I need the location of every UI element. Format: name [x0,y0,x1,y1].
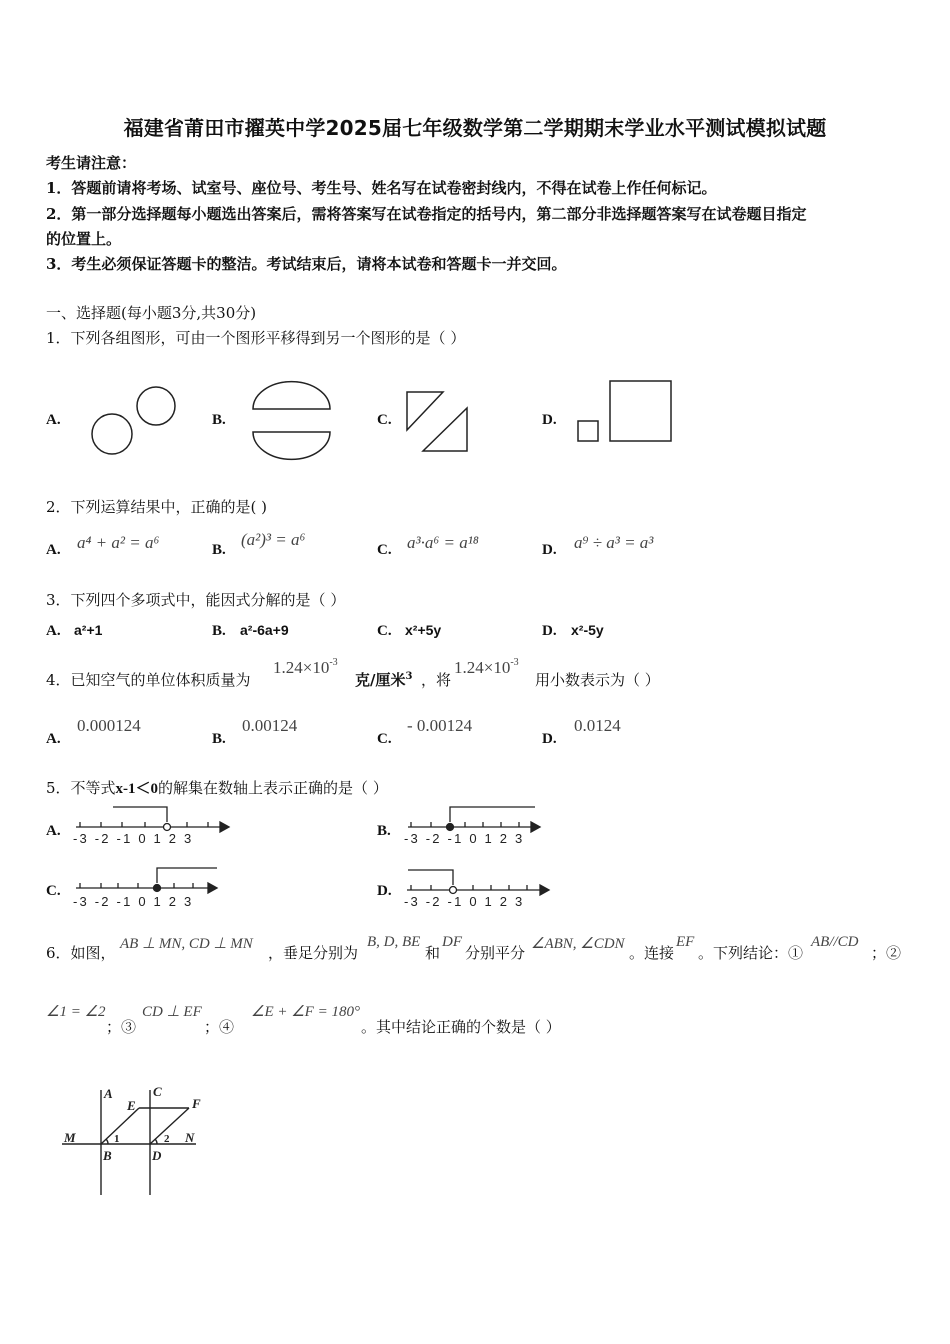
q5-option-d-label: D. [377,883,392,899]
q6-stem-f: 。下列结论：① [698,944,804,962]
q6-math-1: AB ⊥ MN, CD ⊥ MN [120,936,253,952]
q6-math-4: ∠ABN, ∠CDN [531,936,625,952]
q2-option-a-label: A. [46,542,61,558]
notice-item-3: 3．考生必须保证答题卡的整洁。考试结束后，请将本试卷和答题卡一并交回。 [46,255,567,273]
tick-labels-a: -3 -2 -1 0 1 2 3 [73,831,194,846]
notice-item-1: 1．答题前请将考场、试室号、座位号、考生号、姓名写在试卷密封线内，不得在试卷上作任何标记。 [46,179,717,197]
tick-labels-d: -3 -2 -1 0 1 2 3 [404,894,525,909]
q6-line2-math-3: ∠E + ∠F = 180° [251,1004,360,1020]
q4-option-d-label: D. [542,731,557,747]
q6-math-6: AB//CD [811,934,859,950]
q5-option-c-label: C. [46,883,61,899]
label-d: D [152,1148,162,1163]
q6-stem-d: 分别平分 [465,944,526,962]
q4-stem-mid: ，将 [421,671,452,689]
q6-stem-a: 6．如图， [46,944,116,962]
q4-unit: 克/厘米$^3$ [355,671,413,689]
segment-be [101,1108,139,1144]
label-n: N [185,1130,195,1145]
q6-line2-sep-1: ；③ [106,1018,137,1036]
q4-expr-1: $1.24\times 10^{-3}$ [273,657,338,677]
q5-stem-pre: 5．不等式 [46,779,116,797]
label-angle-1: 1 [114,1133,120,1145]
page-title: 福建省莆田市擢英中学2025届七年级数学第二学期期末学业水平测试模拟试题 [123,116,827,140]
label-e: E [127,1098,136,1113]
q4-expr-2: $1.24\times 10^{-3}$ [454,657,519,677]
q1-option-c-label: C. [377,412,392,428]
q1-option-b-label: B. [212,412,226,428]
q3-option-d-label: D. [542,623,557,639]
q2-option-a: a⁴ + a² = a⁶ [77,533,160,552]
q4-option-a: 0.000124 [77,716,141,735]
q4-option-b: 0.00124 [242,716,298,735]
tick-labels-b: -3 -2 -1 0 1 2 3 [404,831,525,846]
q4-option-d: 0.0124 [574,716,621,735]
q2-option-b-label: B. [212,542,226,558]
q4-option-b-label: B. [212,731,226,747]
q6-line2-math-2: CD ⊥ EF [142,1004,202,1020]
q3-option-b-label: B. [212,623,226,639]
q4-option-a-label: A. [46,731,61,747]
q6-math-5: EF [676,934,695,950]
q3-option-b: a²-6a+9 [240,622,289,638]
label-b: B [103,1148,112,1163]
q3-option-a-label: A. [46,623,61,639]
q1-option-d-label: D. [542,412,557,428]
label-angle-2: 2 [164,1133,170,1145]
q3-option-c-label: C. [377,623,392,639]
q1-stem: 1．下列各组图形，可由一个图形平移得到另一个图形的是（ ） [46,329,466,347]
q2-stem: 2．下列运算结果中，正确的是( ) [46,498,268,516]
q3-option-c: x²+5y [405,622,442,638]
label-c: C [153,1084,162,1099]
q1-option-a-label: A. [46,412,61,428]
q6-stem-b: ，垂足分别为 [268,944,359,962]
q5-option-a-label: A. [46,823,61,839]
q5-inequality: x-1＜0 [115,781,159,797]
notice-item-2-line-2: 的位置上。 [46,230,122,248]
q6-stem-e: 。连接 [629,944,675,962]
tick-labels-c: -3 -2 -1 0 1 2 3 [73,894,194,909]
q3-option-d: x²-5y [571,622,604,638]
q2-option-c: a³·a⁶ = a¹⁸ [407,533,479,552]
q2-option-c-label: C. [377,542,392,558]
q3-option-a: a²+1 [74,622,103,638]
q6-line2-math-1: ∠1 = ∠2 [46,1004,106,1020]
angle-2-arc [155,1139,157,1144]
q6-line2-sep-2: ；④ [204,1018,235,1036]
q5-stem-post: 的解集在数轴上表示正确的是（ ） [158,779,388,797]
q4-stem-pre: 4．已知空气的单位体积质量为 [46,671,251,689]
q6-stem-g: ；② [871,944,902,962]
label-m: M [64,1130,76,1145]
notice-heading: 考生请注意： [46,154,137,172]
q6-stem-c: 和 [425,944,441,962]
q4-option-c: - 0.00124 [407,716,473,735]
q6-math-2: B, D, BE [367,934,421,950]
section-heading: 一、选择题(每小题3分,共30分) [46,304,257,322]
q2-option-d: a⁹ ÷ a³ = a³ [574,533,654,552]
q6-line2-sep-3: 。其中结论正确的个数是（ ） [361,1018,561,1036]
label-a: A [104,1086,113,1101]
q4-stem-post: 用小数表示为（ ） [535,671,660,689]
q2-option-d-label: D. [542,542,557,558]
q3-stem: 3．下列四个多项式中，能因式分解的是（ ） [46,591,346,609]
q5-option-b-label: B. [377,823,391,839]
label-f: F [192,1096,201,1111]
angle-1-arc [106,1139,108,1144]
q6-math-3: DF [442,934,462,950]
notice-item-2-line-1: 2．第一部分选择题每小题选出答案后，需将答案写在试卷指定的括号内，第二部分非选择题答案写在试卷题目指定 [46,205,807,223]
segment-df [150,1108,189,1144]
q2-option-b: (a²)³ = a⁶ [241,530,306,549]
q4-option-c-label: C. [377,731,392,747]
